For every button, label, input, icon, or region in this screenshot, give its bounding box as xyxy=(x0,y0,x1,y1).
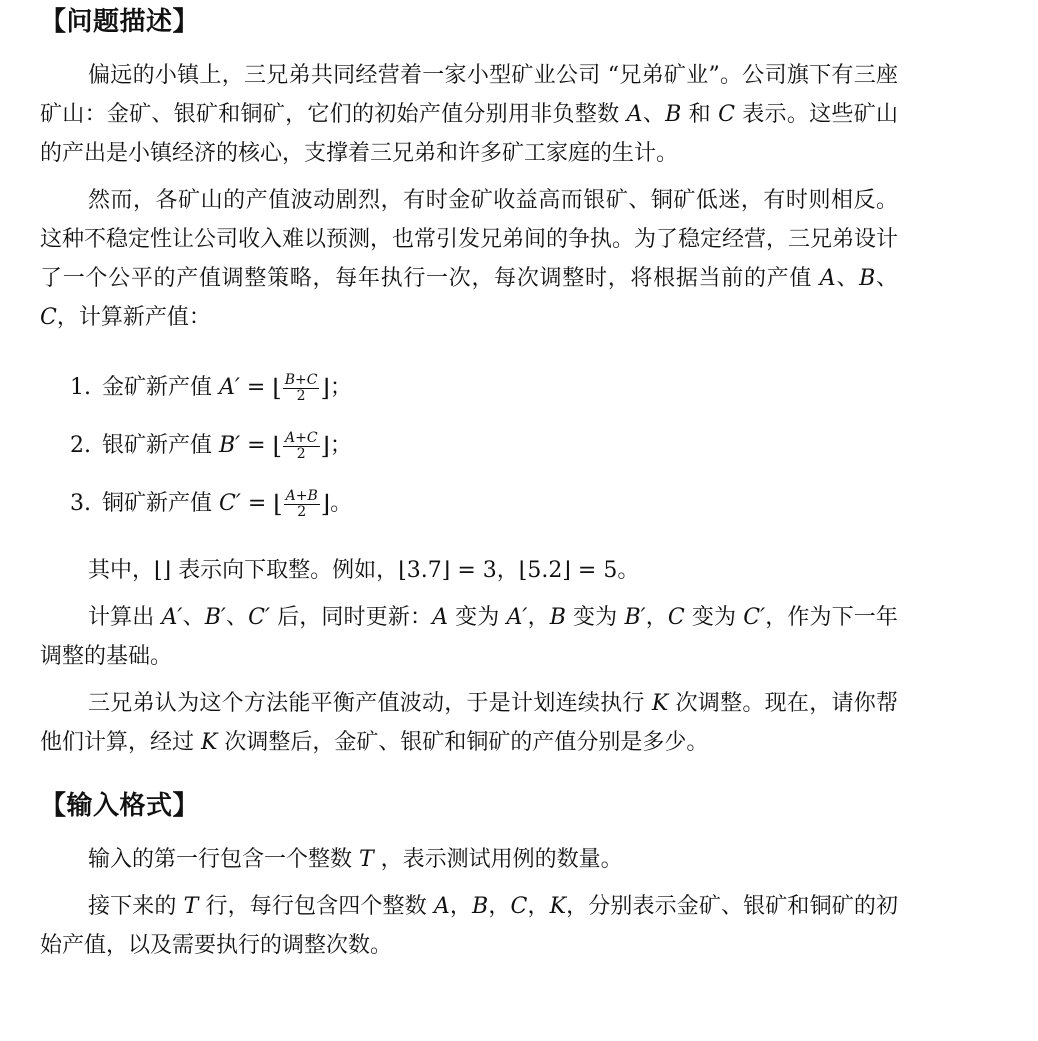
paragraph-strategy: 然而，各矿山的产值波动剧烈，有时金矿收益高而银矿、铜矿低迷，有时则相反。这种不稳定性让公司收入难以预测，也常引发兄弟间的争执。为了稳定经营，三兄弟设计了一个公平的产值调整策略，每年执行一次，每次调整时，将根据当前的产值 A、B、C，计算新产值： xyxy=(40,188,899,330)
fraction: $\frac{A+C}{2}$ xyxy=(284,429,318,462)
paragraph-floor-definition: 其中，⌊⌋ 表示向下取整。例如，⌊3.7⌋ = 3，⌊5.2⌋ = 5。 xyxy=(88,558,640,583)
paragraph-intro: 偏远的小镇上，三兄弟共同经营着一家小型矿业公司 “兄弟矿业”。公司旗下有三座矿山：金矿、银矿和铜矿，它们的初始产值分别用非负整数 A、B 和 C 表示。这些矿山的产出是小镇经济的核心，支撑着三兄弟和许多矿工家庭的生计。 xyxy=(40,63,898,166)
formula-item-copper: 3. 铜矿新产值 C′ = ⌊ $\frac{A+B}{2}$ ⌋ 。 xyxy=(70,487,353,520)
fraction: $\frac{B+C}{2}$ xyxy=(284,371,318,404)
section-title-input: 【输入格式】 xyxy=(40,791,200,821)
paragraph-input-lines: 接下来的 T 行，每行包含四个整数 A，B，C，K，分别表示金矿、银矿和铜矿的初始产值，以及需要执行的调整次数。 xyxy=(40,894,898,958)
formula-list xyxy=(40,359,898,533)
formula-item-silver: 2. 银矿新产值 B′ = ⌊ $\frac{A+C}{2}$ ⌋ ； xyxy=(70,429,352,462)
paragraph-update: 计算出 A′、B′、C′ 后，同时更新：A 变为 A′，B 变为 B′，C 变为 C′，作为下一年调整的基础。 xyxy=(40,605,898,669)
document-page xyxy=(40,0,898,965)
paragraph-task: 三兄弟认为这个方法能平衡产值波动，于是计划连续执行 K 次调整。现在，请你帮他们计算，经过 K 次调整后，金矿、银矿和铜矿的产值分别是多少。 xyxy=(40,691,898,755)
formula-item-gold: 1. 金矿新产值 A′ = ⌊ $\frac{B+C}{2}$ ⌋ ； xyxy=(70,371,352,404)
fraction: $\frac{A+B}{2}$ xyxy=(285,487,318,520)
section-title-problem: 【问题描述】 xyxy=(40,7,200,37)
paragraph-input-first-line: 输入的第一行包含一个整数 T ，表示测试用例的数量。 xyxy=(88,847,623,872)
